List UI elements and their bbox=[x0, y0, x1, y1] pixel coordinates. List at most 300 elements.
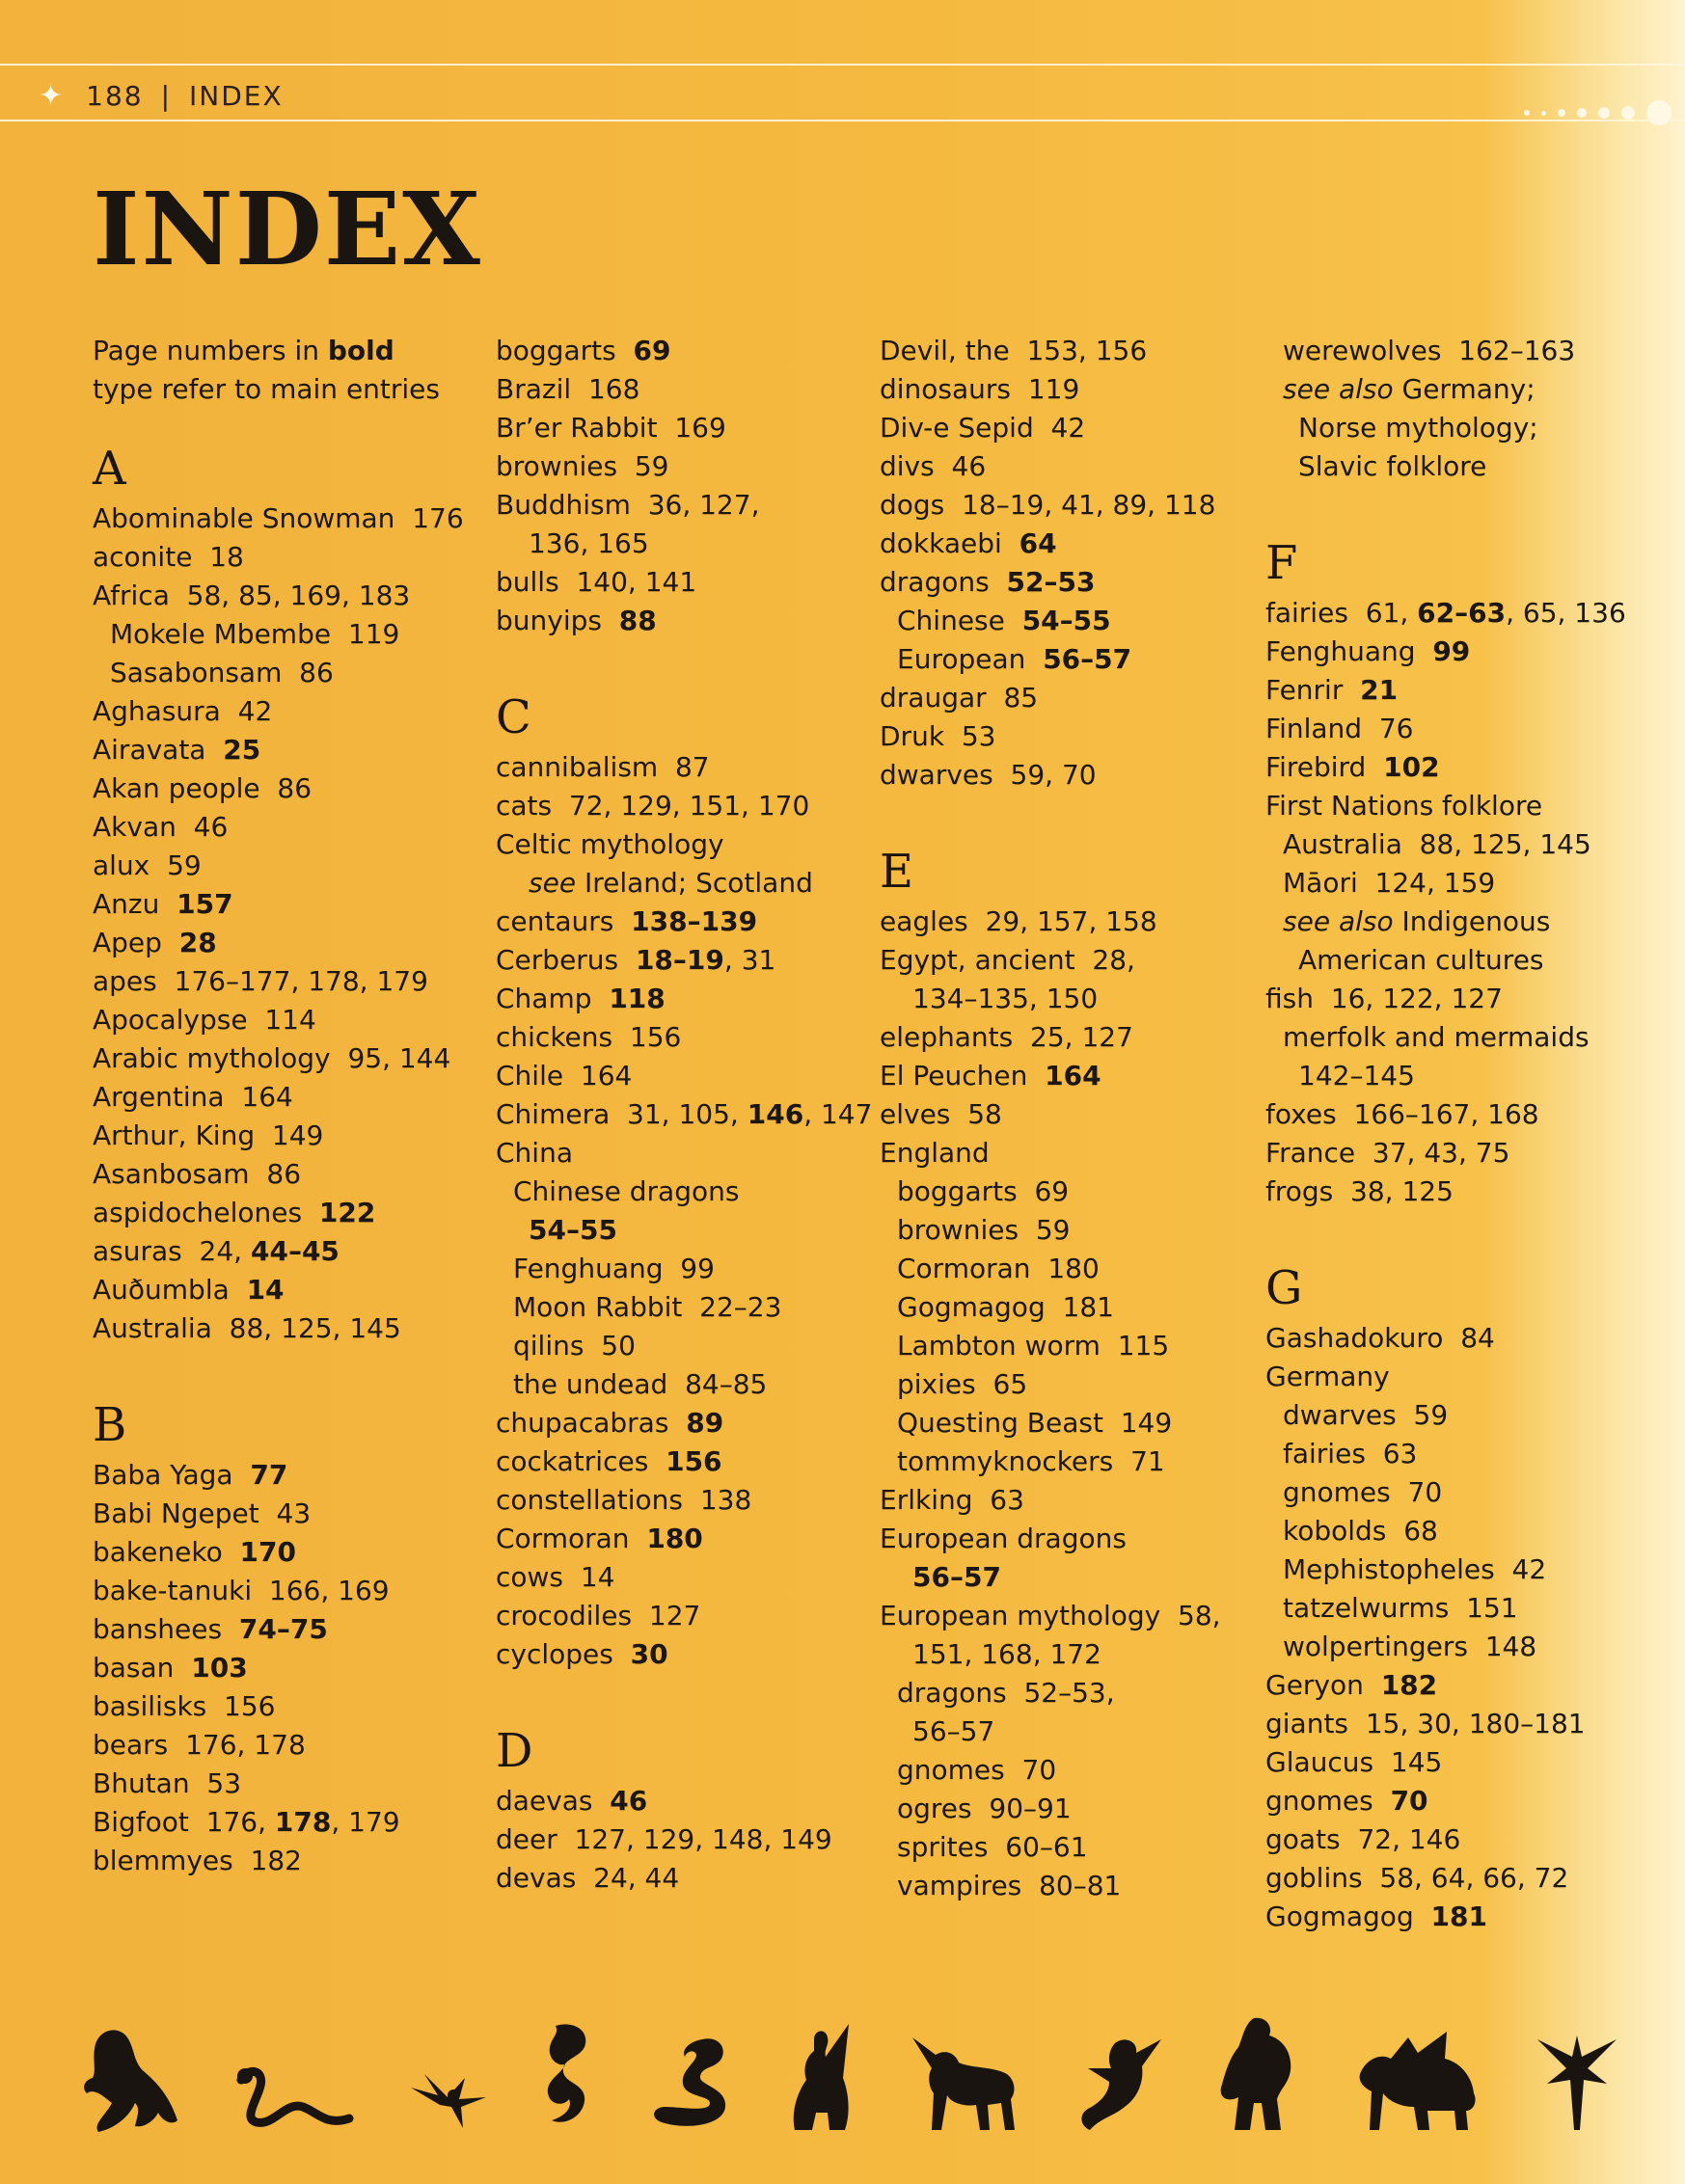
index-term: constellations bbox=[496, 1484, 684, 1516]
index-term: Egypt, ancient bbox=[880, 944, 1075, 976]
seahorse-dragon-icon bbox=[540, 2020, 598, 2136]
index-term: asuras bbox=[93, 1235, 182, 1267]
page-references: 151 bbox=[1449, 1592, 1518, 1624]
index-term: Baba Yaga bbox=[93, 1459, 233, 1491]
index-term: vampires bbox=[897, 1870, 1022, 1901]
index-subentry bbox=[1265, 370, 1636, 409]
index-term: dinosaurs bbox=[880, 373, 1012, 405]
index-subentry bbox=[880, 1712, 1242, 1751]
index-entry bbox=[1265, 1898, 1636, 1936]
page-references: 138–139 bbox=[631, 905, 758, 937]
page-references: 43 bbox=[258, 1497, 312, 1529]
page-references: 58 bbox=[950, 1098, 1002, 1130]
page-references: 164 bbox=[563, 1060, 633, 1092]
index-term: tommyknockers bbox=[897, 1445, 1114, 1477]
index-term: Asanbosam bbox=[93, 1158, 250, 1190]
index-entry bbox=[496, 980, 855, 1018]
page-references: 77 bbox=[250, 1459, 288, 1491]
index-entry bbox=[93, 1117, 459, 1155]
index-term: Argentina bbox=[93, 1081, 225, 1113]
page-references: 22–23 bbox=[682, 1291, 782, 1323]
index-entry bbox=[93, 962, 459, 1001]
index-subentry bbox=[880, 1173, 1242, 1211]
page-references: 76 bbox=[1362, 713, 1414, 744]
index-entry bbox=[93, 577, 459, 615]
dot-icon bbox=[1621, 106, 1635, 120]
index-term: cats bbox=[496, 790, 553, 822]
index-term: Akvan bbox=[93, 811, 177, 843]
index-entry bbox=[496, 748, 855, 787]
page-references: 136, 165 bbox=[529, 527, 649, 559]
page-references: 21 bbox=[1360, 674, 1399, 706]
index-term: elves bbox=[880, 1098, 951, 1130]
index-term: Buddhism bbox=[496, 489, 631, 521]
index-subentry bbox=[1265, 1628, 1636, 1666]
index-entry bbox=[496, 1635, 855, 1674]
page-references: 15, 30, 180–181 bbox=[1348, 1708, 1586, 1739]
index-letter-heading: A bbox=[93, 442, 126, 496]
index-entry bbox=[1265, 1743, 1636, 1782]
page-references: 118 bbox=[609, 983, 666, 1014]
page-references: 14 bbox=[563, 1561, 615, 1593]
genie-icon bbox=[1071, 2030, 1167, 2136]
index-entry bbox=[93, 885, 459, 924]
page-references: 114 bbox=[247, 1004, 316, 1036]
index-term: Mephistopheles bbox=[1283, 1553, 1495, 1585]
page-references: 124, 159 bbox=[1357, 867, 1496, 899]
index-subentry bbox=[880, 1211, 1242, 1250]
page-references: 16, 122, 127 bbox=[1313, 983, 1503, 1014]
page-references: 46 bbox=[610, 1785, 648, 1817]
index-entry bbox=[496, 1134, 855, 1173]
index-term: Br’er Rabbit bbox=[496, 412, 658, 444]
index-term: Australia bbox=[1283, 828, 1402, 860]
page-references: 157 bbox=[177, 888, 233, 920]
index-term: apes bbox=[93, 965, 157, 997]
index-subentry bbox=[880, 1751, 1242, 1790]
page-references: 58, bbox=[1160, 1600, 1221, 1631]
page-references: 153, 156 bbox=[1009, 335, 1148, 366]
index-entry bbox=[496, 370, 855, 409]
index-entry bbox=[93, 692, 459, 731]
index-entry bbox=[880, 1481, 1242, 1520]
index-term: Chinese dragons bbox=[513, 1175, 740, 1207]
index-column-4 bbox=[1265, 332, 1636, 1936]
index-term: bake-tanuki bbox=[93, 1575, 253, 1606]
index-entry bbox=[880, 1057, 1242, 1095]
page-references: 69 bbox=[633, 335, 671, 366]
index-entry bbox=[93, 1078, 459, 1117]
index-term: chickens bbox=[496, 1021, 613, 1053]
index-entry bbox=[880, 717, 1242, 756]
index-term: alux bbox=[93, 849, 150, 881]
index-subentry bbox=[496, 1211, 855, 1250]
page-references: 88, 125, 145 bbox=[211, 1312, 401, 1344]
index-term: Gogmagog bbox=[1265, 1901, 1414, 1932]
index-letter-heading: G bbox=[1265, 1261, 1303, 1315]
index-entry bbox=[880, 447, 1242, 486]
page-references: 69 bbox=[1017, 1175, 1070, 1207]
index-term: Fenghuang bbox=[513, 1253, 664, 1284]
index-term: Apep bbox=[93, 927, 162, 958]
index-entry bbox=[1265, 1173, 1636, 1211]
index-term: Geryon bbox=[1265, 1669, 1364, 1701]
page-references: 58, 85, 169, 183 bbox=[169, 580, 411, 611]
index-term: Arabic mythology bbox=[93, 1042, 331, 1074]
page-references: 180 bbox=[1030, 1253, 1100, 1284]
index-term: dragons bbox=[897, 1677, 1007, 1709]
page-references: 122 bbox=[318, 1197, 376, 1228]
index-entry bbox=[496, 1859, 855, 1898]
index-term: Arthur, King bbox=[93, 1119, 256, 1151]
page-references: 42 bbox=[220, 695, 273, 727]
page-references: 59, 70 bbox=[992, 759, 1097, 791]
index-term: Moon Rabbit bbox=[513, 1291, 683, 1323]
index-term: boggarts bbox=[897, 1175, 1018, 1207]
index-term: foxes bbox=[1265, 1098, 1337, 1130]
page-references: 99 bbox=[1432, 635, 1471, 667]
index-entry bbox=[1265, 1859, 1636, 1898]
index-subentry bbox=[496, 1250, 855, 1288]
index-term: kobolds bbox=[1283, 1515, 1387, 1547]
index-term: Finland bbox=[1265, 713, 1363, 744]
index-term: goblins bbox=[1265, 1862, 1363, 1894]
index-term: Akan people bbox=[93, 772, 260, 804]
index-term: Fenghuang bbox=[1265, 635, 1416, 667]
index-term: Questing Beast bbox=[897, 1407, 1103, 1439]
index-column-1 bbox=[93, 332, 464, 1880]
page-references: 42 bbox=[1494, 1553, 1547, 1585]
section-name: INDEX bbox=[189, 80, 284, 112]
creature-silhouette-strip bbox=[77, 2010, 1620, 2136]
page-references: 164 bbox=[1045, 1060, 1101, 1092]
index-entry bbox=[496, 447, 855, 486]
index-subentry bbox=[880, 1674, 1242, 1712]
page-references: 138 bbox=[683, 1484, 752, 1516]
index-term: Germany bbox=[1265, 1361, 1390, 1392]
page-references: 90–91 bbox=[971, 1793, 1072, 1824]
index-term: Celtic mythology bbox=[496, 828, 724, 860]
index-entry bbox=[496, 1057, 855, 1095]
index-term: Champ bbox=[496, 983, 592, 1014]
page-references: 18–19, 41, 89, 118 bbox=[944, 489, 1216, 521]
index-term: European bbox=[897, 643, 1026, 675]
index-entry bbox=[1265, 1705, 1636, 1743]
page-references: 38, 125 bbox=[1333, 1175, 1454, 1207]
index-entry bbox=[496, 1095, 873, 1134]
index-term: El Peuchen bbox=[880, 1060, 1028, 1092]
page-references: 54–55 bbox=[1021, 605, 1111, 636]
index-term: First Nations folklore bbox=[1265, 790, 1543, 822]
index-term: gnomes bbox=[1283, 1476, 1391, 1508]
page-references: 127, 129, 148, 149 bbox=[557, 1823, 832, 1855]
index-subentry bbox=[1265, 447, 1636, 486]
index-entry bbox=[93, 499, 464, 538]
index-term: fairies bbox=[1283, 1438, 1366, 1469]
index-term: blemmyes bbox=[93, 1845, 233, 1876]
index-subentry bbox=[496, 864, 855, 903]
index-entry bbox=[496, 602, 855, 640]
index-section-gap bbox=[496, 640, 855, 679]
page-references: 56–57 bbox=[912, 1561, 1001, 1593]
page-references: 164 bbox=[224, 1081, 293, 1113]
page-references: 63 bbox=[1365, 1438, 1418, 1469]
page-references: 115 bbox=[1100, 1330, 1170, 1362]
index-letter-heading: B bbox=[93, 1398, 127, 1452]
index-subentry bbox=[880, 602, 1242, 640]
page-references: 86 bbox=[282, 657, 334, 688]
page-references: 70 bbox=[1390, 1785, 1428, 1817]
page-references: 46 bbox=[176, 811, 229, 843]
index-entry bbox=[93, 1456, 459, 1495]
page-references: 28 bbox=[178, 927, 217, 958]
page-references: 87 bbox=[658, 751, 710, 783]
index-term: the undead bbox=[513, 1368, 668, 1400]
page-references: 166–167, 168 bbox=[1336, 1098, 1539, 1130]
index-subentry bbox=[496, 1365, 855, 1404]
page-references: 71 bbox=[1113, 1445, 1165, 1477]
index-term: Firebird bbox=[1265, 751, 1367, 783]
index-term: cows bbox=[496, 1561, 564, 1593]
index-term: fairies bbox=[1265, 597, 1348, 629]
page-references: 180 bbox=[646, 1523, 703, 1554]
page-references: American cultures bbox=[1298, 944, 1544, 976]
page-references: 25, 127 bbox=[1013, 1021, 1133, 1053]
page-references: 156 bbox=[206, 1690, 276, 1722]
page-references: 53 bbox=[189, 1767, 242, 1799]
sparkle-icon: ✦ bbox=[39, 79, 66, 113]
page-references: 18 bbox=[192, 541, 244, 573]
page-references: 72, 129, 151, 170 bbox=[552, 790, 810, 822]
index-subentry bbox=[880, 1443, 1242, 1481]
index-term: elephants bbox=[880, 1021, 1014, 1053]
page-references: 127 bbox=[632, 1600, 701, 1631]
index-entry bbox=[93, 924, 459, 962]
page-references: 84–85 bbox=[667, 1368, 768, 1400]
header-separator: | bbox=[160, 80, 173, 112]
index-entry bbox=[496, 787, 855, 825]
index-subentry bbox=[93, 654, 459, 692]
index-entry bbox=[93, 1232, 459, 1271]
page-references: 63 bbox=[972, 1484, 1024, 1516]
index-term: sprites bbox=[897, 1831, 989, 1863]
index-term: Bigfoot bbox=[93, 1806, 189, 1838]
index-term: banshees bbox=[93, 1613, 223, 1645]
index-entry bbox=[93, 1765, 459, 1803]
index-term: divs bbox=[880, 450, 935, 482]
page-references: 169 bbox=[657, 412, 726, 444]
index-term: Chile bbox=[496, 1060, 564, 1092]
page-references: 102 bbox=[1383, 751, 1440, 783]
header-bottom-rule bbox=[0, 120, 1685, 121]
page-references: 61, 62–63, 65, 136 bbox=[1347, 597, 1626, 629]
index-entry bbox=[93, 538, 459, 577]
page-references: 24, 44 bbox=[576, 1862, 680, 1894]
index-subentry bbox=[880, 1365, 1242, 1404]
page-references: 85 bbox=[986, 682, 1039, 714]
index-term: European mythology bbox=[880, 1600, 1161, 1631]
index-term: gnomes bbox=[897, 1754, 1005, 1786]
index-subentry bbox=[880, 640, 1242, 679]
index-section-gap bbox=[496, 1674, 855, 1712]
index-subentry bbox=[1265, 941, 1636, 980]
index-subentry bbox=[1265, 1550, 1636, 1589]
page-references: 29, 157, 158 bbox=[967, 905, 1157, 937]
index-subentry bbox=[880, 1288, 1242, 1327]
index-entry bbox=[93, 1842, 459, 1880]
dot-icon bbox=[1646, 100, 1671, 125]
index-letter-heading: D bbox=[496, 1724, 533, 1778]
index-entry bbox=[880, 1018, 1242, 1057]
index-term: Cormoran bbox=[897, 1253, 1031, 1284]
index-entry bbox=[93, 1687, 459, 1726]
index-entry bbox=[1265, 1358, 1636, 1396]
page-references: 56–57 bbox=[912, 1715, 995, 1747]
page-references: 70 bbox=[1390, 1476, 1443, 1508]
index-subentry bbox=[1265, 1435, 1636, 1473]
index-term: bears bbox=[93, 1729, 169, 1761]
page-references: 65 bbox=[975, 1368, 1028, 1400]
page-references: 70 bbox=[1004, 1754, 1057, 1786]
index-entry bbox=[93, 1039, 459, 1078]
index-term: eagles bbox=[880, 905, 968, 937]
index-entry bbox=[496, 1404, 855, 1443]
page-references: 149 bbox=[1102, 1407, 1173, 1439]
page-references: 42 bbox=[1033, 412, 1086, 444]
index-term: dwarves bbox=[880, 759, 993, 791]
index-entry bbox=[880, 679, 1242, 717]
page-references: 58, 64, 66, 72 bbox=[1362, 1862, 1569, 1894]
page-references: 176, 178, 179 bbox=[188, 1806, 400, 1838]
index-entry bbox=[880, 1095, 1242, 1134]
index-section-gap bbox=[1265, 486, 1636, 525]
index-term: Sasabonsam bbox=[110, 657, 283, 688]
page-references: 36, 127, bbox=[630, 489, 760, 521]
index-subentry bbox=[1265, 1018, 1636, 1057]
index-term: bunyips bbox=[496, 605, 602, 636]
page-references: 182 bbox=[232, 1845, 302, 1876]
index-section-gap bbox=[1265, 1211, 1636, 1250]
page-references: 170 bbox=[239, 1536, 296, 1568]
index-term: basilisks bbox=[93, 1690, 207, 1722]
page-references: 119 bbox=[331, 618, 400, 650]
index-entry bbox=[880, 1134, 1242, 1173]
page-references: 140, 141 bbox=[558, 566, 697, 598]
index-term: European dragons bbox=[880, 1523, 1127, 1554]
serpent-icon bbox=[231, 2059, 357, 2136]
index-entry bbox=[496, 825, 855, 864]
index-subentry bbox=[1265, 332, 1636, 370]
index-term: gnomes bbox=[1265, 1785, 1373, 1817]
page-references: 18–19, 31 bbox=[635, 944, 776, 976]
index-term: Chinese bbox=[897, 605, 1005, 636]
index-entry bbox=[1265, 710, 1636, 748]
index-entry bbox=[1265, 1319, 1636, 1358]
index-entry bbox=[93, 1572, 459, 1610]
index-term: Erlking bbox=[880, 1484, 973, 1516]
page-references: 89 bbox=[686, 1407, 724, 1439]
index-term: Cerberus bbox=[496, 944, 619, 976]
index-entry bbox=[1265, 594, 1636, 633]
index-subentry bbox=[880, 1828, 1242, 1867]
page-references: 145 bbox=[1373, 1746, 1443, 1778]
index-term: Lambton worm bbox=[897, 1330, 1101, 1362]
page-references: 88 bbox=[618, 605, 657, 636]
index-entry bbox=[496, 1443, 855, 1481]
index-term: pixies bbox=[897, 1368, 976, 1400]
page-references: see Ireland; Scotland bbox=[529, 867, 813, 899]
index-term: Auðumbla bbox=[93, 1274, 230, 1306]
griffin-icon bbox=[1350, 2030, 1485, 2136]
page-references: 166, 169 bbox=[252, 1575, 390, 1606]
index-entry bbox=[1265, 1095, 1636, 1134]
index-term: brownies bbox=[496, 450, 618, 482]
page-references: 176–177, 178, 179 bbox=[156, 965, 428, 997]
index-entry bbox=[496, 1481, 855, 1520]
page-references: 103 bbox=[191, 1652, 248, 1684]
index-entry bbox=[880, 941, 1242, 980]
index-term: Africa bbox=[93, 580, 170, 611]
page-references: 162–163 bbox=[1441, 335, 1576, 366]
index-term: bulls bbox=[496, 566, 559, 598]
index-entry bbox=[496, 563, 855, 602]
index-entry bbox=[93, 1803, 459, 1842]
page-references: see also Germany; bbox=[1283, 373, 1536, 405]
index-entry bbox=[1265, 671, 1636, 710]
index-term: draugar bbox=[880, 682, 987, 714]
page-references: 84 bbox=[1443, 1322, 1495, 1354]
index-entry bbox=[880, 563, 1242, 602]
page-references: 181 bbox=[1430, 1901, 1487, 1932]
index-term: Babi Ngepet bbox=[93, 1497, 259, 1529]
index-subentry bbox=[1265, 1512, 1636, 1550]
index-term: devas bbox=[496, 1862, 577, 1894]
index-entry bbox=[496, 1018, 855, 1057]
index-entry bbox=[93, 808, 459, 847]
page-references: 24, 44–45 bbox=[181, 1235, 340, 1267]
page-references: Norse mythology; bbox=[1298, 412, 1538, 444]
page-references: 156 bbox=[612, 1021, 682, 1053]
index-term: qilins bbox=[513, 1330, 584, 1362]
ogre-icon bbox=[1215, 2010, 1302, 2136]
index-subentry bbox=[880, 1558, 1242, 1597]
index-subentry bbox=[93, 615, 459, 654]
page-references: 37, 43, 75 bbox=[1355, 1137, 1510, 1169]
index-entry bbox=[880, 486, 1242, 525]
index-term: Bhutan bbox=[93, 1767, 190, 1799]
index-term: cyclopes bbox=[496, 1638, 613, 1670]
index-subentry bbox=[496, 525, 855, 563]
index-term: boggarts bbox=[496, 335, 616, 366]
page-references: 25 bbox=[223, 734, 261, 766]
index-entry bbox=[93, 1001, 459, 1039]
page-references: 52–53 bbox=[1006, 566, 1096, 598]
header-top-rule bbox=[0, 64, 1685, 66]
index-letter-heading: F bbox=[1265, 536, 1298, 590]
index-subentry bbox=[496, 1173, 855, 1211]
index-entry bbox=[496, 486, 855, 525]
index-entry bbox=[93, 1726, 459, 1765]
index-term: bakeneko bbox=[93, 1536, 223, 1568]
page-references: 64 bbox=[1019, 527, 1057, 559]
index-subentry bbox=[1265, 409, 1636, 447]
index-term: tatzelwurms bbox=[1283, 1592, 1450, 1624]
index-term: cannibalism bbox=[496, 751, 659, 783]
dot-icon bbox=[1577, 108, 1587, 118]
index-note: Page numbers in bold type refer to main entries bbox=[93, 335, 440, 405]
index-entry bbox=[880, 756, 1242, 795]
index-section-gap bbox=[93, 1348, 459, 1387]
